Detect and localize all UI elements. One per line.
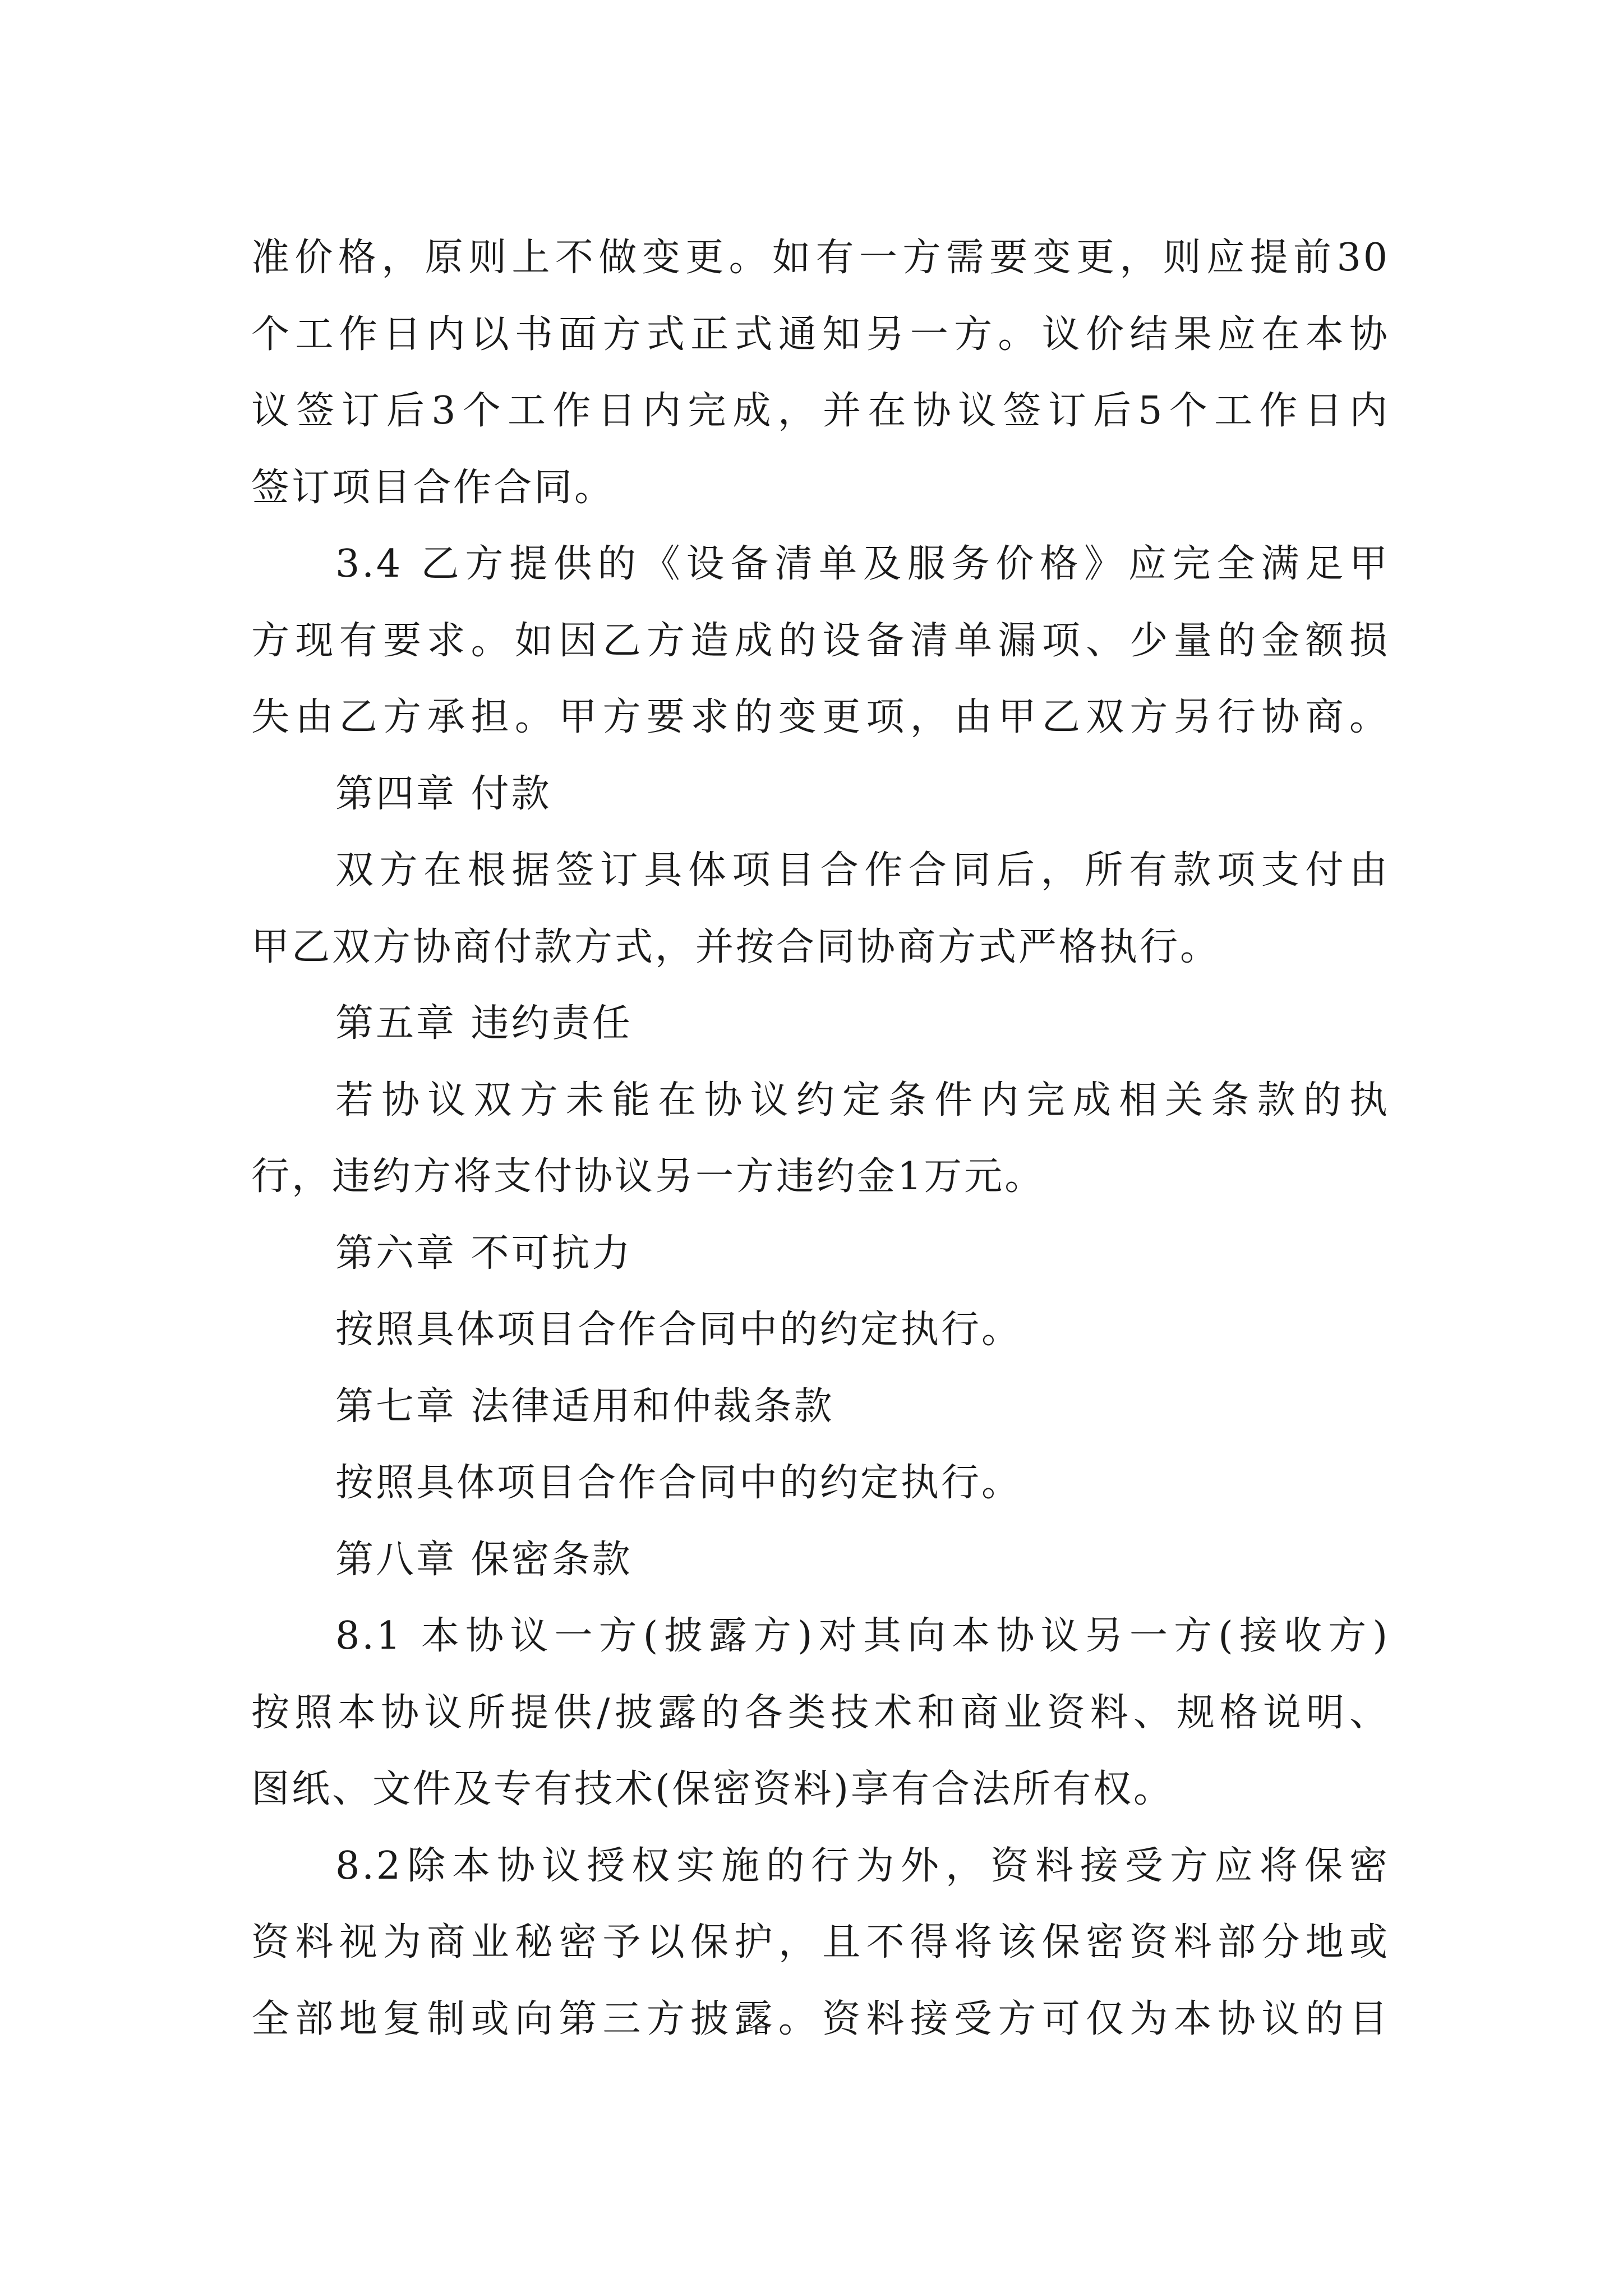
text-line: 若协议双方未能在协议约定条件内完成相关条款的执 (335, 1078, 1390, 1122)
text-line: 第六章 不可抗力 (335, 1231, 633, 1276)
text-line: 资料视为商业秘密予以保护，且不得将该保密资料部分地或 (251, 1920, 1390, 1964)
text-line: 按照具体项目合作合同中的约定执行。 (335, 1308, 1022, 1352)
text-line: 按照本协议所提供/披露的各类技术和商业资料、规格说明、 (251, 1690, 1390, 1735)
text-line: 失由乙方承担。甲方要求的变更项，由甲乙双方另行协商。 (251, 695, 1390, 739)
text-line: 8.1 本协议一方(披露方)对其向本协议另一方(接收方) (335, 1614, 1390, 1658)
text-line: 甲乙双方协商付款方式，并按合同协商方式严格执行。 (251, 924, 1221, 969)
text-line: 行，违约方将支付协议另一方违约金1万元。 (251, 1154, 1045, 1199)
text-line: 签订项目合作合同。 (251, 465, 615, 510)
text-line: 准价格，原则上不做变更。如有一方需要变更，则应提前30 (251, 236, 1390, 280)
text-line: 图纸、文件及专有技术(保密资料)享有合法所有权。 (251, 1767, 1174, 1811)
text-line: 3.4 乙方提供的《设备清单及服务价格》应完全满足甲 (335, 542, 1390, 586)
text-line: 按照具体项目合作合同中的约定执行。 (335, 1461, 1022, 1505)
text-line: 第七章 法律适用和仲裁条款 (335, 1384, 834, 1429)
text-line: 全部地复制或向第三方披露。资料接受方可仅为本协议的目 (251, 1996, 1390, 2041)
text-line: 议签订后3个工作日内完成，并在协议签订后5个工作日内 (251, 389, 1390, 433)
document-body (251, 220, 1390, 2058)
text-line: 8.2除本协议授权实施的行为外，资料接受方应将保密 (335, 1843, 1390, 1888)
text-line: 第五章 违约责任 (335, 1001, 633, 1046)
text-line: 个工作日内以书面方式正式通知另一方。议价结果应在本协 (251, 312, 1390, 357)
text-line: 第四章 付款 (335, 771, 552, 816)
text-line: 方现有要求。如因乙方造成的设备清单漏项、少量的金额损 (251, 618, 1390, 663)
text-line: 第八章 保密条款 (335, 1537, 633, 1582)
text-line: 双方在根据签订具体项目合作合同后，所有款项支付由 (335, 848, 1390, 892)
